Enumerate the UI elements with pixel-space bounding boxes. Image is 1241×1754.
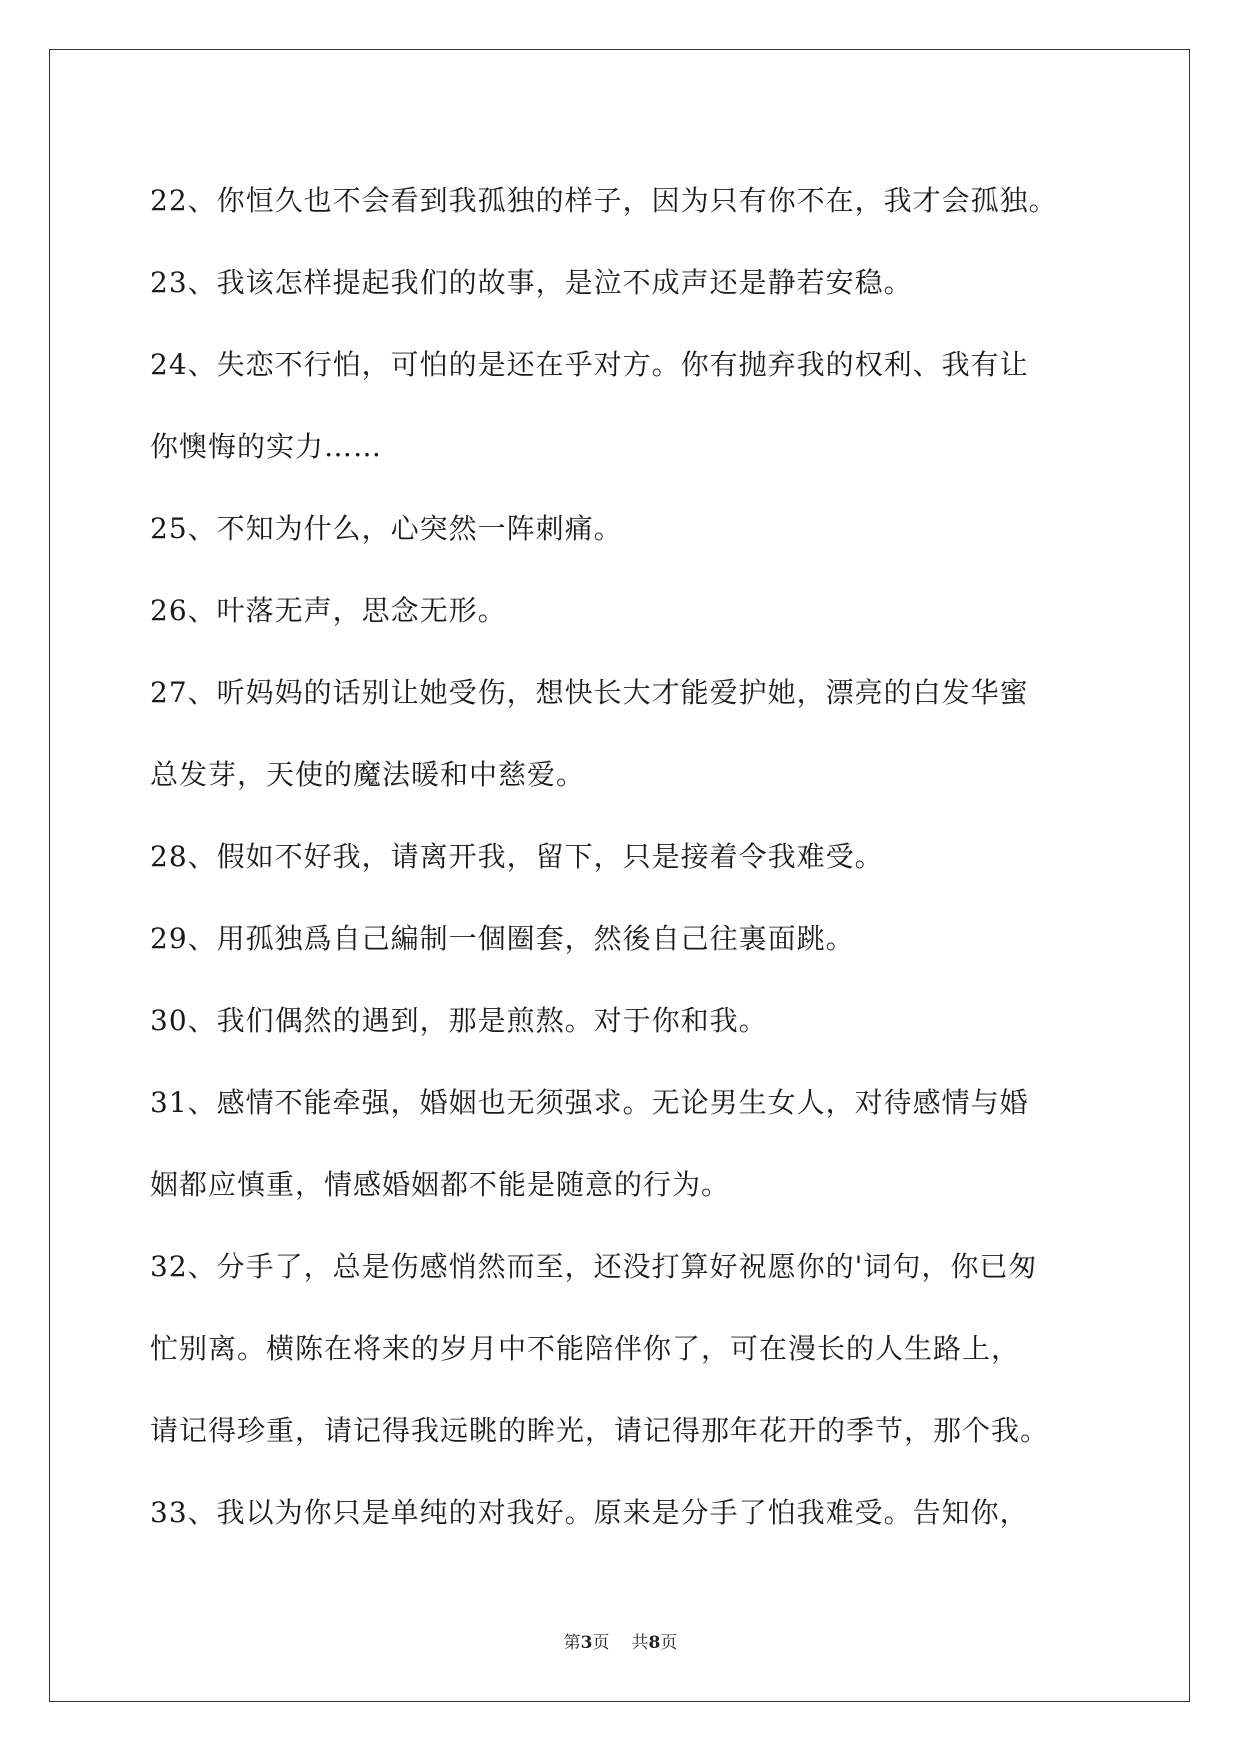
text-line: 29、用孤独爲自己編制一個圈套，然後自己往裏面跳。 — [150, 922, 855, 955]
footer-prefix: 第 — [563, 1633, 581, 1653]
text-line: 请记得珍重，请记得我远眺的眸光，请记得那年花开的季节，那个我。 — [150, 1414, 1050, 1447]
text-line: 27、听妈妈的话别让她受伤，想快长大才能爱护她，漂亮的白发华蜜 — [150, 676, 1029, 709]
text-line: 22、你恒久也不会看到我孤独的样子，因为只有你不在，我才会孤独。 — [150, 184, 1058, 217]
page-footer — [0, 1628, 1241, 1653]
text-line: 忙别离。横陈在将来的岁月中不能陪伴你了，可在漫长的人生路上， — [150, 1332, 1021, 1365]
text-line: 26、叶落无声，思念无形。 — [150, 594, 507, 627]
text-line: 25、不知为什么，心突然一阵刺痛。 — [150, 512, 623, 545]
text-line: 28、假如不好我，请离开我，留下，只是接着令我难受。 — [150, 840, 884, 873]
text-line: 23、我该怎样提起我们的故事，是泣不成声还是静若安稳。 — [150, 266, 913, 299]
text-line: 33、我以为你只是单纯的对我好。原来是分手了怕我难受。告知你， — [150, 1496, 1029, 1529]
current-page-number: 3 — [580, 1633, 593, 1653]
text-line: 总发芽，天使的魔法暖和中慈爱。 — [150, 758, 586, 791]
text-line: 姻都应慎重，情感婚姻都不能是随意的行为。 — [150, 1168, 731, 1201]
footer-total-prefix: 共 — [631, 1633, 649, 1653]
text-line: 24、失恋不行怕，可怕的是还在乎对方。你有抛弃我的权利、我有让 — [150, 348, 1029, 381]
text-line: 30、我们偶然的遇到，那是煎熬。对于你和我。 — [150, 1004, 768, 1037]
document-body — [150, 160, 1110, 1554]
total-page-number: 8 — [648, 1633, 661, 1653]
footer-page-word: 页 — [592, 1633, 610, 1653]
text-line: 31、感情不能牵强，婚姻也无须强求。无论男生女人，对待感情与婚 — [150, 1086, 1029, 1119]
footer-total-suffix: 页 — [660, 1633, 678, 1653]
text-line: 32、分手了，总是伤感悄然而至，还没打算好祝愿你的'词句，你已匆 — [150, 1250, 1038, 1283]
text-line: 你懊悔的实力…… — [150, 430, 383, 463]
